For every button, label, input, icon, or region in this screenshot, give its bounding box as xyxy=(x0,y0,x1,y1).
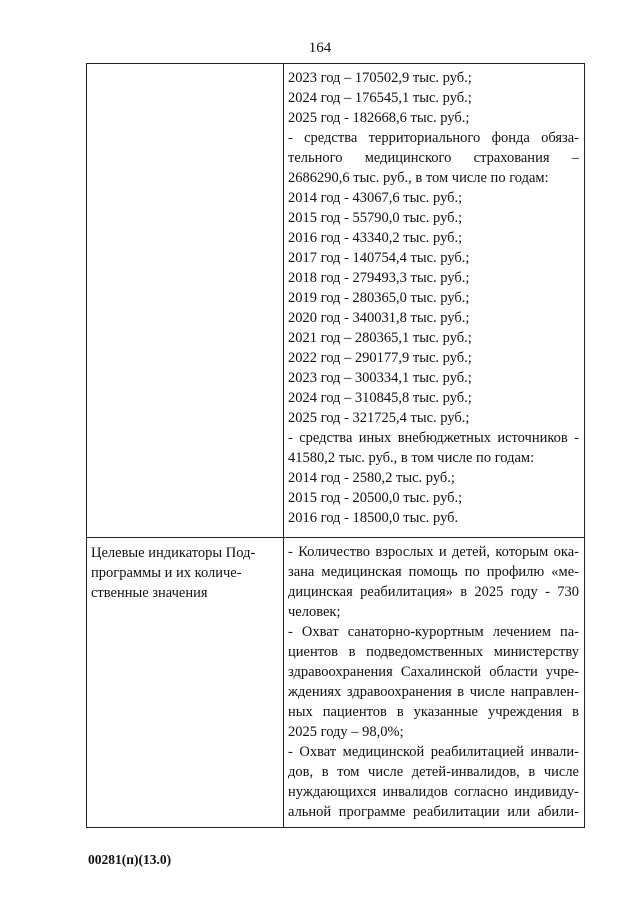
indicator-line: дов, в том числе детей-инвалидов, в числе xyxy=(288,764,579,780)
financing-line: 2686290,6 тыс. руб., в том числе по годам: xyxy=(288,170,549,186)
indicator-line: циентов в подведомственных министерству xyxy=(288,644,579,660)
financing-line: 2022 год – 290177,9 тыс. руб.; xyxy=(288,350,472,366)
financing-line: 2017 год - 140754,4 тыс. руб.; xyxy=(288,250,470,266)
financing-line: 41580,2 тыс. руб., в том числе по годам: xyxy=(288,450,535,466)
financing-line: 2014 год - 43067,6 тыс. руб.; xyxy=(288,190,463,206)
financing-line: - средства иных внебюджетных источников - xyxy=(288,430,579,446)
indicator-line: альной программе реабилитации или абили- xyxy=(288,804,579,820)
indicator-line: - Количество взрослых и детей, которым ока- xyxy=(288,544,579,560)
indicator-line: нуждающихся инвалидов согласно индивиду- xyxy=(288,784,579,800)
indicator-line: - Охват медицинской реабилитацией инвали- xyxy=(288,744,579,760)
indicators-label-cell xyxy=(91,543,273,603)
indicator-line: человек; xyxy=(288,604,341,620)
financing-line: 2015 год - 55790,0 тыс. руб.; xyxy=(288,210,463,226)
financing-line: 2024 год – 176545,1 тыс. руб.; xyxy=(288,90,472,106)
row-divider xyxy=(87,537,584,538)
indicator-line: 2025 году – 98,0%; xyxy=(288,724,404,740)
indicator-line: ждениях здравоохранения в числе направлен- xyxy=(288,684,579,700)
financing-line: 2020 год - 340031,8 тыс. руб.; xyxy=(288,310,470,326)
financing-line: - средства территориального фонда обяза- xyxy=(288,130,579,146)
indicator-line: ных пациентов в указанные учреждения в xyxy=(288,704,579,720)
financing-line: 2023 год – 170502,9 тыс. руб.; xyxy=(288,70,472,86)
indicator-line: - Охват санаторно-курортным лечением па- xyxy=(288,624,579,640)
financing-line: 2019 год - 280365,0 тыс. руб.; xyxy=(288,290,470,306)
financing-line: тельного медицинского страхования – xyxy=(288,150,579,166)
financing-line: 2016 год - 18500,0 тыс. руб. xyxy=(288,510,459,526)
financing-line: 2023 год – 300334,1 тыс. руб.; xyxy=(288,370,472,386)
financing-line: 2018 год - 279493,3 тыс. руб.; xyxy=(288,270,470,286)
financing-line: 2024 год – 310845,8 тыс. руб.; xyxy=(288,390,472,406)
indicators-label-line: программы и их количе- xyxy=(91,565,242,581)
indicators-label-line: ственные значения xyxy=(91,585,208,601)
page-number: 164 xyxy=(308,40,332,56)
financing-line: 2025 год - 182668,6 тыс. руб.; xyxy=(288,110,470,126)
financing-line: 2014 год - 2580,2 тыс. руб.; xyxy=(288,470,455,486)
financing-line: 2025 год - 321725,4 тыс. руб.; xyxy=(288,410,470,426)
financing-line: 2016 год - 43340,2 тыс. руб.; xyxy=(288,230,463,246)
financing-cell xyxy=(288,68,579,528)
document-table xyxy=(86,63,585,828)
document-code: 00281(п)(13.0) xyxy=(88,852,172,867)
indicator-line: здравоохранения Сахалинской области учре- xyxy=(288,664,579,680)
indicators-values-cell xyxy=(288,542,579,822)
indicators-label-line: Целевые индикаторы Под- xyxy=(91,545,256,561)
financing-line: 2021 год – 280365,1 тыс. руб.; xyxy=(288,330,472,346)
financing-line: 2015 год - 20500,0 тыс. руб.; xyxy=(288,490,463,506)
column-divider xyxy=(283,64,284,827)
indicator-line: зана медицинская помощь по профилю «ме- xyxy=(288,564,579,580)
indicator-line: дицинская реабилитация» в 2025 году - 730 xyxy=(288,584,579,600)
